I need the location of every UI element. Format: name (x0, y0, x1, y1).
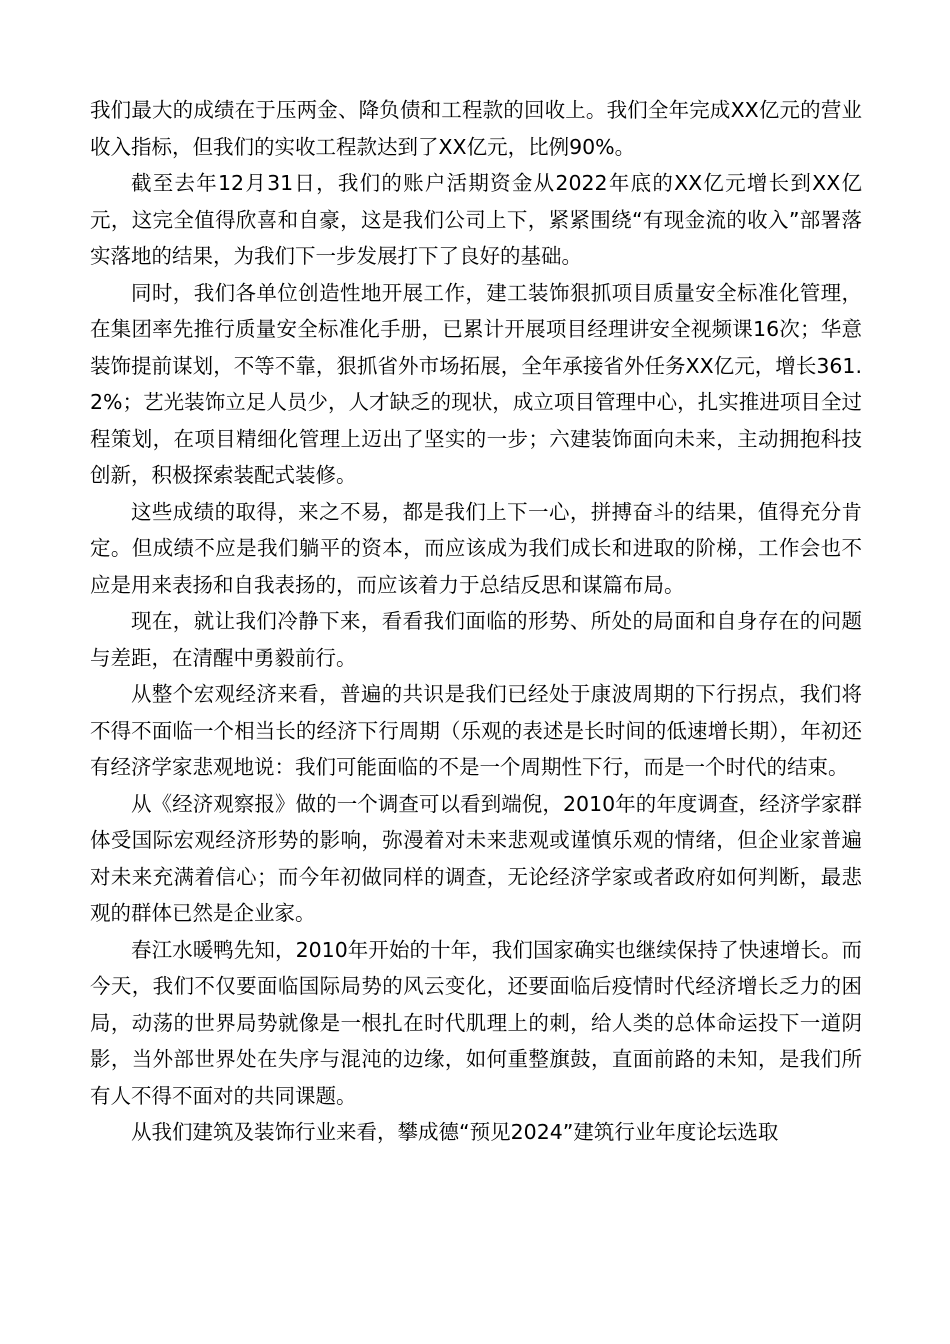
document-page (90, 92, 862, 1151)
paragraph-reflection: 现在，就让我们冷静下来，看看我们面临的形势、所处的局面和自身存在的问题与差距，在清醒中勇毅前行。 (90, 609, 862, 670)
paragraph-affirmation: 这些成绩的取得，来之不易，都是我们上下一心，拼搏奋斗的结果，值得充分肯定。但成绩不应是我们躺平的资本，而应该成为我们成长和进取的阶梯，工作会也不应是用来表扬和自我表扬的，而应该着力于总结反思和谋篇布局。 (90, 499, 862, 597)
paragraph-collection-results: 我们最大的成绩在于压两金、降负债和工程款的回收上。我们全年完成XX亿元的营业收入指标，但我们的实收工程款达到了XX亿元，比例90%。 (90, 98, 862, 159)
paragraph-survey: 从《经济观察报》做的一个调查可以看到端倪，2010年的年度调查，经济学家群体受国际宏观经济形势的影响，弥漫着对未来悲观或谨慎乐观的情绪，但企业家普遍对未来充满着信心；而今年初做同样的调查，无论经济学家或者政府如何判断，最悲观的群体已然是企业家。 (90, 791, 862, 925)
paragraph-macro-economy: 从整个宏观经济来看，普遍的共识是我们已经处于康波周期的下行拐点，我们将不得不面临一个相当长的经济下行周期（乐观的表述是长时间的低速增长期），年初还有经济学家悲观地说：我们可能面临的不是一个周期性下行，而是一个时代的结束。 (90, 682, 862, 779)
paragraph-global-situation: 春江水暖鸭先知，2010年开始的十年，我们国家确实也继续保持了快速增长。而今天，我们不仅要面临国际局势的风云变化，还要面临后疫情时代经济增长乏力的困局，动荡的世界局势就像是一根扎在时代肌理上的刺，给人类的总体命运投下一道阴影，当外部世界处在失序与混沌的边缘，如何重整旗鼓，直面前路的未知，是我们所有人不得不面对的共同课题。 (90, 937, 862, 1108)
paragraph-industry-outlook: 从我们建筑及装饰行业来看，攀成德“预见2024”建筑行业年度论坛选取 (131, 1120, 779, 1144)
paragraph-cash-balance: 截至去年12月31日，我们的账户活期资金从2022年底的XX亿元增长到XX亿元，这完全值得欣喜和自豪，这是我们公司上下，紧紧围绕“有现金流的收入”部署落实落地的结果，为我们下一步发展打下了良好的基础。 (90, 171, 862, 268)
paragraph-unit-achievements: 同时，我们各单位创造性地开展工作，建工装饰狠抓项目质量安全标准化管理，在集团率先推行质量安全标准化手册，已累计开展项目经理讲安全视频课16次；华意装饰提前谋划，不等不靠，狠抓省外市场拓展，全年承接省外任务XX亿元，增长361.2%；艺光装饰立足人员少，人才缺乏的现状，成立项目管理中心，扎实推进项目全过程策划，在项目精细化管理上迈出了坚实的一步；六建装饰面向未来，主动拥抱科技创新，积极探索装配式装修。 (90, 280, 862, 487)
